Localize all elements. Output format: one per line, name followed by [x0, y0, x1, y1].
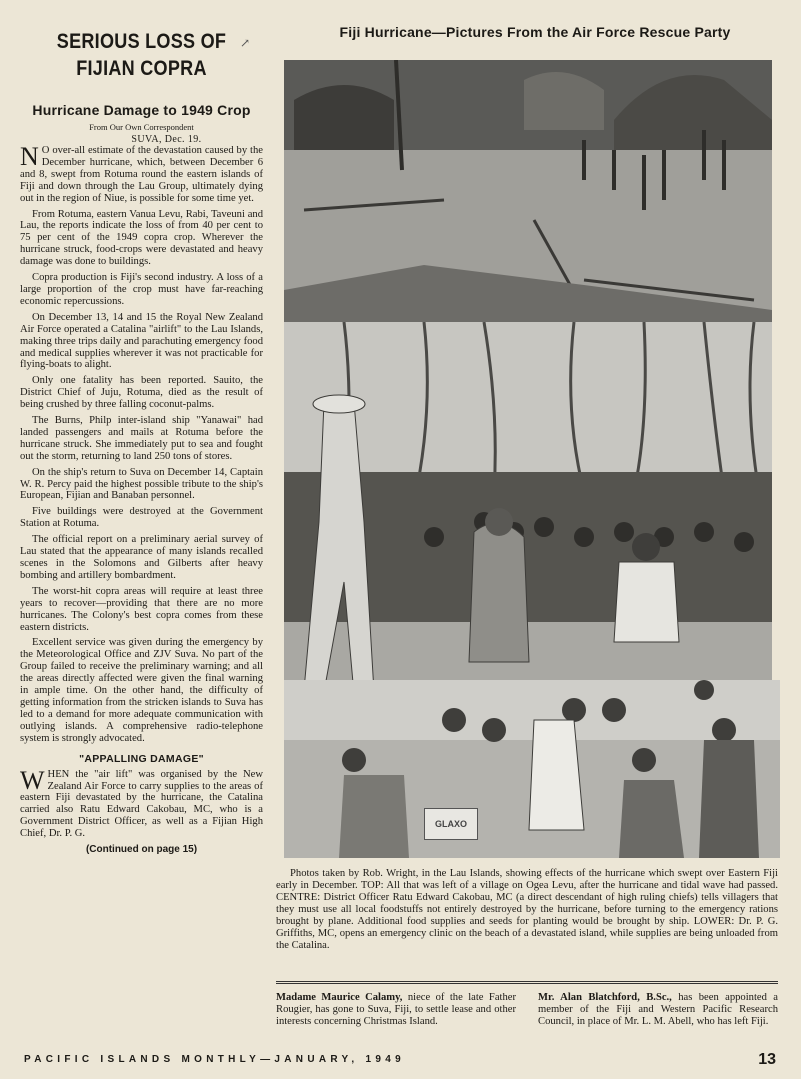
photo-caption: Photos taken by Rob. Wright, in the Lau Islands, showing effects of the hurricane which swept over Eastern Fiji early in December. TOP: All that was left of a village on Ogea Levu, after the hurricane and tidal wave had passed. CENTRE: District Officer Ratu Edward Cakobau, MC (a direct descendant of high ruling chiefs) tells villagers that they must use all local foodstuffs not entirely destroyed by the hurricane, before turning to the emergency rations brought by plane. Additional food supplies and seeds for planting would be brought by ship. LOWER: Dr. P. G. Griffiths, MC, opens an emergency clinic on the beach of a devastated island, while supplies are being unloaded from the Catalina.	[276, 868, 778, 951]
personal-notes	[276, 992, 778, 1028]
photo-beach-clinic	[284, 680, 780, 858]
photo-feature-title: Fiji Hurricane—Pictures From the Air Force Rescue Party	[339, 24, 731, 40]
page-number: 13	[758, 1051, 776, 1068]
photo-district-officer-villagers	[284, 322, 772, 720]
article-paragraph: On December 13, 14 and 15 the Royal New Zealand Air Force operated a Catalina "airlift" to the Lau Islands, making three trips daily and parachuting emergency food and medical supplies wherever it was not practicable for flying-boats to alight.	[20, 311, 263, 371]
article-paragraph: The worst-hit copra areas will require at least three years to recover—providing that there are no more hurricanes. The Colony's best copra comes from these eastern districts.	[20, 585, 263, 633]
section-heading: "APPALLING DAMAGE"	[79, 752, 204, 765]
article-dateline: SUVA, Dec. 19.	[131, 134, 202, 145]
drop-cap: N	[20, 142, 39, 171]
article-paragraph: Copra production is Fiji's second industry. A loss of a large proportion of the crop must have far-reaching economic repercussions.	[20, 272, 263, 307]
article-byline: From Our Own Correspondent	[89, 122, 194, 132]
note-blatchford: Mr. Alan Blatchford, B.Sc., has been appointed a member of the Fiji and Western Pacific Research Council, in place of Mr. L. M. Abell, who has left Fiji.	[538, 992, 778, 1027]
article-body	[20, 142, 263, 856]
article-paragraph: The Burns, Philp inter-island ship "Yanawai" had landed passengers and mails at Rotuma before the hurricane struck. She immediately put to sea and fought out the storm, returning to land 250 tons of stores.	[20, 415, 263, 462]
article-paragraph: WHEN the "air lift" was organised by the New Zealand Air Force to carry supplies to the areas of eastern Fiji devastated by the hurricane, the Catalina carried also Ratu Edward Cakobau, MC, who is a Government District Officer, as well as a Fijian High Chief, Dr. P. G.	[20, 765, 263, 840]
divider-rule	[276, 981, 778, 984]
article-subhead: Hurricane Damage to 1949 Crop	[32, 102, 251, 118]
article-headline: SERIOUS LOSS OF FIJIAN COPRA	[56, 30, 227, 80]
article-paragraph: Excellent service was given during the emergency by the Meteorological Office and ZJV Suva. No part of the Group failed to receive the preliminary warning; and all the areas directly affected were given the final warning in ample time. On the other hand, the difficulty of getting information from the stricken islands to Suva has led to a demand for more adequate communication with outlying islands. A comprehensive radio-telephone system is strongly advocated.	[20, 637, 263, 744]
article-paragraph: Five buildings were destroyed at the Government Station at Rotuma.	[20, 506, 263, 530]
article-paragraph: N O over-all estimate of the devastation caused by the December hurricane, which, between December 6 and 8, swept from Rotuma round the eastern islands of Fiji and down through the Lau Group, ultimately dying out in the region of Niue, is possible for some time yet.	[20, 142, 263, 204]
article-paragraph: On the ship's return to Suva on December 14, Captain W. R. Percy paid the highest possible tribute to the ship's European, Fijian and Banaban personnel.	[20, 466, 263, 502]
article-column	[20, 24, 263, 1044]
photo-destroyed-village	[284, 60, 772, 322]
footer-masthead: PACIFIC ISLANDS MONTHLY—JANUARY, 1949	[24, 1054, 405, 1065]
glaxo-crate: GLAXO	[424, 808, 478, 840]
drop-cap: W	[20, 765, 45, 795]
note-calamy: Madame Maurice Calamy, niece of the late Father Rougier, has gone to Suva, Fiji, to settle lease and other interests concerning Christmas Island.	[276, 992, 516, 1027]
article-paragraph: Only one fatality has been reported. Sauito, the District Chief of Juju, Rotuma, died as the result of being crushed by three falling coconut-palms.	[20, 375, 263, 411]
article-paragraph: The official report on a preliminary aerial survey of Lau stated that the appearance of many islands recalled scenes in the Solomons and Gilberts after heavy bombing and artillery bombardment.	[20, 534, 263, 581]
page-footer	[24, 1051, 784, 1071]
article-paragraph: From Rotuma, eastern Vanua Levu, Rabi, Taveuni and Lau, the reports indicate the loss of from 40 per cent to 75 per cent of the 1949 copra crop. Wherever the hurricane struck, food-crops were devastated and heavy damage was done to buildings.	[20, 208, 263, 268]
pen-mark: ↗	[240, 36, 251, 50]
continued-note: (Continued on page 15)	[85, 844, 198, 856]
